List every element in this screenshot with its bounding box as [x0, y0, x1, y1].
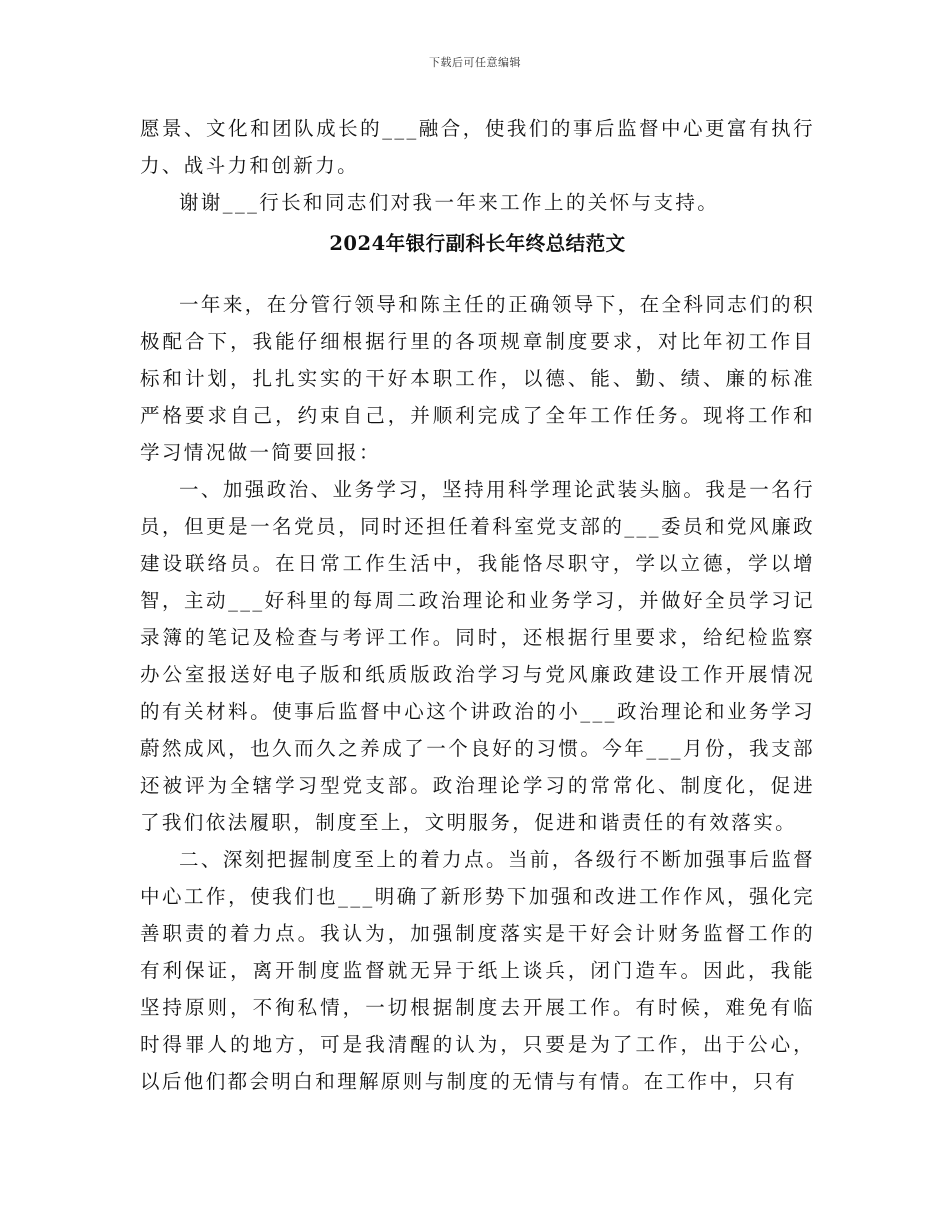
paragraph-section-one: 一、加强政治、业务学习，坚持用科学理论武装头脑。我是一名行员，但更是一名党员，同时还担任着科室党支部的___委员和党风廉政建设联络员。在日常工作生活中，我能恪尽职守，学以立德，学以增智，主动___好科里的每周二政治理论和业务学习，并做好全员学习记录簿的笔记及检查与考评工作。同时，还根据行里要求，给纪检监察办公室报送好电子版和纸质版政治学习与党风廉政建设工作开展情况的有关材料。使事后监督中心这个讲政治的小___政治理论和业务学习蔚然成风，也久而久之养成了一个良好的习惯。今年___月份，我支部还被评为全辖学习型党支部。政治理论学习的常常化、制度化，促进了我们依法履职，制度至上，文明服务，促进和谐责任的有效落实。	[140, 478, 815, 834]
paragraph-section-two: 二、深刻把握制度至上的着力点。当前，各级行不断加强事后监督中心工作，使我们也___明确了新形势下加强和改进工作作风，强化完善职责的着力点。我认为，加强制度落实是干好会计财务监督工作的有利保证，离开制度监督就无异于纸上谈兵，闭门造车。因此，我能坚持原则，不徇私情，一切根据制度去开展工作。有时候，难免有临时得罪人的地方，可是我清醒的认为，只要是为了工作，出于公心，以后他们都会明白和理解原则与制度的无情与有情。在工作中，只有	[140, 848, 815, 1093]
page-header: 下载后可任意编辑	[429, 56, 521, 69]
paragraph-continuation: 愿景、文化和团队成长的___融合，使我们的事后监督中心更富有执行力、战斗力和创新力。	[140, 117, 815, 177]
paragraph-thanks: 谢谢___行长和同志们对我一年来工作上的关怀与支持。	[179, 191, 720, 214]
document-title: 2024年银行副科长年终总结范文	[329, 232, 626, 255]
paragraph-intro: 一年来，在分管行领导和陈主任的正确领导下，在全科同志们的积极配合下，我能仔细根据行里的各项规章制度要求，对比年初工作目标和计划，扎扎实实的干好本职工作，以德、能、勤、绩、廉的标准严格要求自己，约束自己，并顺利完成了全年工作任务。现将工作和学习情况做一简要回报：	[140, 293, 815, 464]
document-body	[140, 110, 815, 1100]
